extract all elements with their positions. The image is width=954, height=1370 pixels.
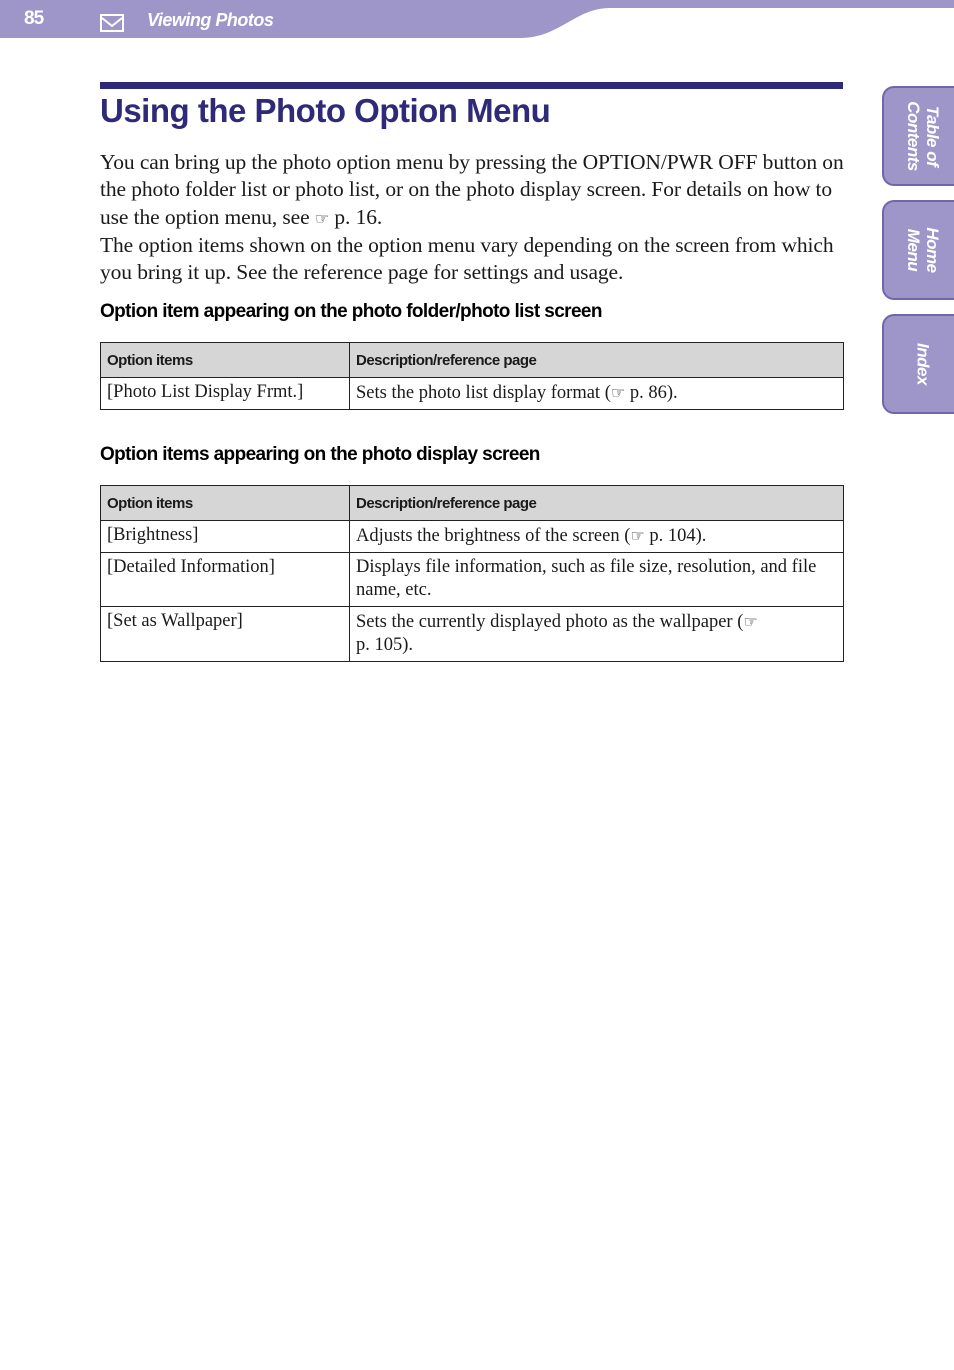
page-header: [0, 0, 954, 40]
option-item: [Detailed Information]: [101, 553, 350, 607]
section1-heading: Option item appearing on the photo folder/photo list screen: [100, 301, 602, 322]
description-text: Sets the photo list display format (: [356, 383, 611, 403]
tab-label: Home Menu: [904, 227, 942, 273]
header-band: [0, 0, 954, 40]
intro-text-1: You can bring up the photo option menu by pressing the OPTION/PWR OFF button on the photo folder list or photo list, or on the photo display screen. For details on how to use the option menu, see: [100, 150, 844, 229]
intro-link-p16[interactable]: p. 16.: [329, 204, 383, 229]
intro-text: [100, 149, 845, 286]
table-row: [101, 521, 844, 553]
page-ref-link[interactable]: p. 104).: [644, 526, 707, 546]
pointing-hand-icon: ☞: [314, 208, 330, 228]
description-text: Sets the currently displayed photo as the wallpaper (: [356, 612, 744, 632]
option-table-list-screen: [100, 342, 844, 410]
section-title: Viewing Photos: [147, 10, 274, 30]
pointing-hand-icon: ☞: [610, 383, 626, 402]
pointing-hand-icon: ☞: [743, 612, 758, 631]
option-table-display-screen: [100, 485, 844, 662]
option-description: [350, 378, 844, 410]
table-header-row: [101, 343, 844, 378]
page-number: 85: [24, 8, 44, 29]
option-item: [Photo List Display Frmt.]: [101, 378, 350, 410]
table-row: [101, 607, 844, 662]
section2-heading: Option items appearing on the photo display screen: [100, 444, 540, 465]
tab-home-menu[interactable]: [882, 200, 954, 300]
col-option-items: Option items: [101, 343, 350, 378]
description-text: Displays file information, such as file size, resolution, and file name, etc.: [356, 557, 817, 600]
option-description: [350, 521, 844, 553]
table-header-row: [101, 486, 844, 521]
option-description: [350, 607, 844, 662]
col-option-items: Option items: [101, 486, 350, 521]
page-ref-link[interactable]: p. 105).: [356, 635, 414, 655]
col-description: Description/reference page: [350, 486, 844, 521]
option-item: [Set as Wallpaper]: [101, 607, 350, 662]
tab-label: Table of Contents: [904, 101, 942, 171]
table-row: [101, 553, 844, 607]
intro-text-2: The option items shown on the option menu vary depending on the screen from which you bring it up. See the reference page for settings and usage.: [100, 232, 834, 285]
pointing-hand-icon: ☞: [630, 526, 645, 545]
description-text: Adjusts the brightness of the screen (: [356, 526, 631, 546]
col-description: Description/reference page: [350, 343, 844, 378]
option-item: [Brightness]: [101, 521, 350, 553]
tab-table-of-contents[interactable]: [882, 86, 954, 186]
tab-index[interactable]: [882, 314, 954, 414]
page-title: Using the Photo Option Menu: [100, 92, 551, 129]
option-description: [350, 553, 844, 607]
tab-label: Index: [913, 343, 933, 385]
page-ref-link[interactable]: p. 86).: [625, 383, 678, 403]
title-rule: [100, 82, 843, 89]
table-row: [101, 378, 844, 410]
